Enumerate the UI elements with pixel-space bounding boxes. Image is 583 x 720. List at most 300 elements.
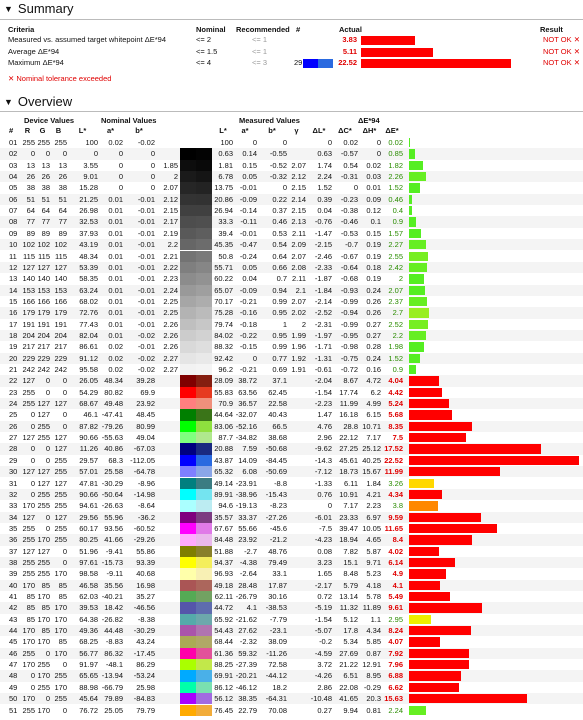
- cell-na: 55.96: [104, 512, 123, 522]
- column-header-dh: ΔH*: [362, 126, 377, 135]
- cell-g: 255: [37, 557, 50, 567]
- measured-color-swatch: [196, 512, 212, 523]
- cell-de: 7.5: [392, 433, 403, 443]
- cell-ml: 55.83: [214, 387, 233, 397]
- cell-mg: 1.99: [291, 330, 306, 340]
- delta-e-bar: [409, 501, 438, 510]
- cell-b: 102: [54, 240, 67, 250]
- summary-actual-bar: [361, 59, 511, 68]
- group-header-nominal: Nominal Values: [101, 116, 157, 125]
- nominal-color-swatch: [180, 171, 196, 182]
- cell-de: 9.61: [388, 603, 403, 613]
- cell-de: 11.99: [384, 467, 403, 477]
- cell-nl: 65.65: [79, 671, 98, 681]
- cell-dl: -5.19: [314, 603, 332, 613]
- cell-g: 89: [41, 228, 50, 238]
- cell-b: 166: [54, 296, 67, 306]
- cell-na: 0.01: [108, 319, 123, 329]
- cell-dh: 0.87: [366, 648, 381, 658]
- cell-dc: 5.12: [343, 614, 358, 624]
- cell-nb: 0: [150, 172, 155, 182]
- cell-dc: -0.98: [340, 342, 358, 352]
- cell-n: 22: [9, 376, 18, 386]
- cell-dl: 2.86: [317, 682, 332, 692]
- cell-dc: -0.57: [340, 149, 358, 159]
- cell-ml: 67.67: [214, 523, 233, 533]
- cell-dl: -1.33: [314, 478, 332, 488]
- cell-dl: 1.65: [317, 569, 332, 579]
- delta-e-bar: [409, 592, 450, 601]
- cell-ml: 54.43: [214, 626, 233, 636]
- cell-dc: 41.65: [339, 694, 358, 704]
- cell-r: 102: [22, 240, 35, 250]
- cell-de: 1.57: [388, 228, 403, 238]
- measured-color-swatch: [196, 478, 212, 489]
- cell-dl: -0.76: [314, 217, 332, 227]
- cell-dc: 15.1: [343, 557, 358, 567]
- delta-e-bar: [409, 286, 425, 295]
- cell-dl: -9.62: [314, 444, 332, 454]
- cell-g: 0: [45, 455, 50, 465]
- cell-dl: -5.07: [314, 626, 332, 636]
- cell-dc: -0.38: [340, 206, 358, 216]
- cell-dc: 22.12: [339, 433, 358, 443]
- cell-mg: 2.09: [291, 240, 306, 250]
- cell-dh: 5.23: [366, 569, 381, 579]
- cell-n: 10: [9, 240, 18, 250]
- cell-b: 127: [54, 433, 67, 443]
- cell-de: 5.49: [388, 592, 403, 601]
- cell-de: 0.46: [388, 194, 403, 204]
- cell-ng: 2.17: [163, 217, 178, 227]
- cell-dh: 11.89: [362, 603, 381, 613]
- cell-g: 191: [37, 319, 50, 329]
- cell-nb: -0.02: [137, 138, 155, 147]
- summary-header-nominal: Nominal: [196, 25, 226, 34]
- cell-r: 255: [22, 569, 35, 579]
- cell-ma: 0.05: [242, 262, 257, 272]
- cell-nl: 82.04: [79, 330, 98, 340]
- cell-ml: 1.81: [218, 160, 233, 170]
- delta-e-bar: [409, 694, 527, 703]
- cell-b: 170: [54, 626, 67, 636]
- cell-mb: 37.1: [272, 376, 287, 386]
- cell-de: 6.88: [388, 671, 403, 681]
- cell-dh: 10.71: [362, 421, 381, 431]
- cell-mb: 0.64: [272, 251, 287, 261]
- summary-result-label: NOT OK ✕: [543, 35, 580, 44]
- delta-e-bar: [409, 626, 471, 635]
- cell-de: 4.34: [388, 489, 403, 499]
- measured-color-swatch: [196, 455, 212, 466]
- cell-b: 64: [58, 206, 67, 216]
- cell-r: 0: [30, 671, 35, 681]
- cell-mb: 0.54: [272, 240, 287, 250]
- measured-color-swatch: [196, 409, 212, 420]
- cell-nl: 29.57: [79, 455, 98, 465]
- cell-ml: 76.45: [214, 705, 233, 715]
- cell-dh: 10.05: [362, 523, 381, 533]
- delta-e-bar: [409, 581, 440, 590]
- cell-ml: 50.8: [218, 251, 233, 261]
- cell-r: 217: [22, 342, 35, 352]
- measured-color-swatch: [196, 580, 212, 591]
- cell-nb: -0.01: [137, 285, 155, 295]
- delta-e-bar: [409, 524, 497, 533]
- cell-dh: 4.72: [366, 376, 381, 386]
- cell-nl: 56.77: [79, 648, 98, 658]
- cell-dl: -1.54: [314, 387, 332, 397]
- cell-na: 48.34: [104, 376, 123, 386]
- cell-n: 46: [9, 648, 18, 658]
- summary-actual-bar: [361, 48, 433, 57]
- cell-ma: -0.15: [239, 342, 257, 352]
- cell-g: 204: [37, 330, 50, 340]
- cell-de: 5.24: [388, 399, 403, 409]
- cell-ma: -19.13: [235, 501, 257, 511]
- cell-nl: 49.36: [79, 626, 98, 636]
- cell-ml: 20.88: [214, 444, 233, 454]
- cell-nb: -0.01: [137, 251, 155, 261]
- cell-nb: -0.02: [137, 353, 155, 363]
- cell-nb: 55.86: [136, 546, 155, 556]
- cell-dh: 4.21: [366, 489, 381, 499]
- nominal-color-swatch: [180, 251, 196, 262]
- cell-dc: -0.72: [340, 365, 358, 374]
- cell-ng: 2.12: [163, 194, 178, 204]
- cell-mb: 0: [282, 138, 287, 147]
- cell-dc: -0.46: [340, 217, 358, 227]
- cell-ml: 96.93: [214, 569, 233, 579]
- cell-ml: 56.12: [214, 694, 233, 704]
- measured-color-swatch: [196, 228, 212, 239]
- measured-color-swatch: [196, 614, 212, 625]
- cell-nb: -14.98: [133, 489, 155, 499]
- cell-dh: 5.78: [366, 592, 381, 601]
- cell-de: 1.52: [388, 353, 403, 363]
- cell-de: 6.62: [388, 682, 403, 692]
- group-header-delta: ΔE*94: [358, 116, 380, 125]
- cell-nb: -0.02: [137, 330, 155, 340]
- cell-dl: 1.47: [317, 410, 332, 420]
- cell-na: 0.01: [108, 274, 123, 284]
- nominal-color-swatch: [180, 489, 196, 500]
- cell-dc: 8.48: [343, 569, 358, 579]
- cell-b: 229: [54, 353, 67, 363]
- measured-color-swatch: [196, 557, 212, 568]
- cell-n: 47: [9, 660, 18, 670]
- cell-dl: -2.17: [314, 580, 332, 590]
- delta-e-bar: [409, 649, 469, 658]
- cell-dc: -0.68: [340, 274, 358, 284]
- cell-ml: 89.91: [214, 489, 233, 499]
- measured-color-swatch: [196, 387, 212, 398]
- cell-ma: 6.08: [242, 467, 257, 477]
- cell-dc: -0.75: [340, 353, 358, 363]
- cell-b: 255: [54, 671, 67, 681]
- cell-b: 0: [62, 149, 67, 159]
- cell-ng: 2.27: [163, 365, 178, 374]
- cell-mg: 1.91: [291, 365, 306, 374]
- measured-color-swatch: [196, 319, 212, 330]
- cell-ml: 70.9: [218, 399, 233, 409]
- cell-dl: 0.39: [317, 194, 332, 204]
- cell-r: 229: [22, 353, 35, 363]
- cell-b: 170: [54, 682, 67, 692]
- column-header-de: ΔE*: [385, 126, 399, 135]
- cell-nl: 100: [85, 138, 98, 147]
- measured-color-swatch: [196, 705, 212, 716]
- cell-nb: -0.01: [137, 194, 155, 204]
- cell-dh: 0.16: [366, 365, 381, 374]
- cell-mb: -8.23: [269, 501, 287, 511]
- delta-e-bar: [409, 456, 579, 465]
- cell-mg: 2.15: [291, 183, 306, 193]
- delta-e-bar: [409, 683, 459, 692]
- cell-n: 30: [9, 467, 18, 477]
- cell-dl: 0.04: [317, 206, 332, 216]
- cell-n: 38: [9, 557, 18, 567]
- cell-de: 7.92: [388, 648, 403, 658]
- measured-color-swatch: [196, 364, 212, 375]
- cell-r: 127: [22, 467, 35, 477]
- summary-recommended-value: <= 1: [252, 46, 268, 56]
- cell-nl: 77.43: [79, 319, 98, 329]
- cell-mb: -50.68: [265, 444, 287, 454]
- nominal-color-swatch: [180, 693, 196, 704]
- cell-dc: 27.25: [339, 444, 358, 454]
- cell-nb: 93.39: [136, 557, 155, 567]
- cell-dh: 6.97: [366, 512, 381, 522]
- summary-section-header[interactable]: [4, 1, 74, 16]
- cell-r: 170: [22, 580, 35, 590]
- cell-nl: 26.98: [79, 206, 98, 216]
- cell-de: 8.4: [392, 535, 403, 545]
- cell-dc: -0.31: [340, 172, 358, 182]
- measured-color-swatch: [196, 466, 212, 477]
- cell-mb: -23.1: [269, 626, 287, 636]
- cell-dc: 10.91: [339, 489, 358, 499]
- cell-mb: 0.7: [276, 274, 287, 284]
- cell-dc: 17.8: [343, 626, 358, 636]
- measured-color-swatch: [196, 330, 212, 341]
- cell-nb: -0.01: [137, 319, 155, 329]
- delta-e-bar: [409, 263, 427, 272]
- cell-n: 26: [9, 421, 18, 431]
- cell-dc: 8.67: [343, 376, 358, 386]
- delta-e-bar: [409, 365, 416, 374]
- cell-b: 85: [58, 580, 67, 590]
- cell-nl: 97.61: [79, 557, 98, 567]
- nominal-color-swatch: [180, 466, 196, 477]
- cell-dc: 11.99: [339, 399, 358, 409]
- cell-dh: 4.34: [366, 626, 381, 636]
- cell-b: 255: [54, 694, 67, 704]
- cell-de: 3.26: [388, 478, 403, 488]
- cell-mb: 0.66: [272, 262, 287, 272]
- cell-dh: 0.19: [366, 240, 381, 250]
- cell-mb: 0.77: [272, 353, 287, 363]
- cell-dc: 21.22: [339, 660, 358, 670]
- cell-ng: 2.25: [163, 308, 178, 318]
- cell-nl: 9.01: [83, 172, 98, 182]
- nominal-color-swatch: [180, 262, 196, 273]
- cell-nb: 0: [150, 183, 155, 193]
- overview-section-header[interactable]: [4, 94, 72, 109]
- delta-e-bar: [409, 149, 415, 158]
- delta-e-bar: [409, 433, 466, 442]
- cell-r: 255: [22, 705, 35, 715]
- column-header-nl: L*: [78, 126, 87, 135]
- cell-b: 85: [58, 637, 67, 647]
- cell-ma: 38.72: [238, 376, 257, 386]
- cell-mb: -15.43: [265, 489, 287, 499]
- cell-dc: 23.33: [339, 512, 358, 522]
- cell-nl: 95.58: [79, 365, 98, 374]
- cell-mg: 2: [301, 319, 306, 329]
- cell-de: 4.04: [388, 376, 403, 386]
- cell-ma: 59.32: [238, 648, 257, 658]
- cell-nl: 94.61: [79, 501, 98, 511]
- summary-patch-number: 29: [294, 58, 303, 67]
- cell-g: 229: [37, 353, 50, 363]
- cell-nl: 39.53: [79, 603, 98, 613]
- cell-ml: 83.06: [214, 421, 233, 431]
- cell-nb: 43.24: [136, 637, 155, 647]
- measured-color-swatch: [196, 693, 212, 704]
- cell-ml: 84.48: [214, 535, 233, 545]
- cell-ma: -2.64: [239, 569, 257, 579]
- cell-ma: -0.01: [239, 183, 257, 193]
- cell-na: 0.01: [108, 228, 123, 238]
- cell-nb: -60.52: [133, 523, 155, 533]
- cell-dh: 0.1: [370, 217, 381, 227]
- cell-mg: 1.92: [291, 353, 306, 363]
- cell-dl: -4.59: [314, 648, 332, 658]
- cell-na: 0: [118, 149, 123, 159]
- delta-e-bar: [409, 195, 412, 204]
- cell-de: 9.59: [388, 512, 403, 522]
- cell-nl: 90.66: [79, 433, 98, 443]
- nominal-color-swatch: [180, 330, 196, 341]
- cell-ma: 4.1: [246, 603, 257, 613]
- cell-dc: -0.53: [340, 228, 358, 238]
- cell-b: 170: [54, 648, 67, 658]
- cell-dh: 25.12: [362, 444, 381, 454]
- measured-color-swatch: [196, 216, 212, 227]
- nominal-color-swatch: [180, 375, 196, 386]
- cell-mb: 70.08: [268, 705, 287, 715]
- cell-b: 127: [54, 399, 67, 409]
- cell-nl: 87.82: [79, 421, 98, 431]
- cell-na: 86.32: [104, 648, 123, 658]
- cell-ml: 33.3: [218, 217, 233, 227]
- cell-dc: 18.73: [339, 467, 358, 477]
- delta-e-bar: [409, 240, 426, 249]
- cell-na: 40.86: [104, 444, 123, 454]
- nominal-color-swatch: [180, 546, 196, 557]
- cell-b: 179: [54, 308, 67, 318]
- cell-ma: -0.09: [239, 194, 257, 204]
- cell-g: 127: [37, 399, 50, 409]
- cell-b: 85: [58, 592, 67, 601]
- cell-b: 0: [62, 376, 67, 386]
- delta-e-bar: [409, 138, 410, 147]
- cell-mb: -0.55: [269, 149, 287, 159]
- cell-nl: 43.19: [79, 240, 98, 250]
- cell-b: 89: [58, 228, 67, 238]
- cell-de: 1.52: [388, 183, 403, 193]
- cell-r: 255: [22, 523, 35, 533]
- cell-ng: 2.22: [163, 262, 178, 272]
- cell-dl: 1.74: [317, 160, 332, 170]
- delta-e-bar: [409, 513, 481, 522]
- measured-color-swatch: [196, 353, 212, 364]
- cell-b: 51: [58, 194, 67, 204]
- cell-dh: 0: [376, 138, 381, 147]
- cell-na: 0: [118, 183, 123, 193]
- cell-na: 0.01: [108, 330, 123, 340]
- cell-ma: 7.59: [242, 444, 257, 454]
- cell-na: 79.89: [104, 694, 123, 704]
- cell-mb: -38.53: [265, 603, 287, 613]
- cell-mb: 1: [282, 319, 287, 329]
- measured-color-swatch: [196, 194, 212, 205]
- cell-dl: 0: [327, 501, 332, 511]
- cell-ng: 2: [173, 172, 178, 182]
- cell-b: 0: [62, 705, 67, 715]
- cell-dh: 0.09: [366, 194, 381, 204]
- cell-n: 50: [9, 694, 18, 704]
- summary-header-actual: Actual: [339, 25, 362, 34]
- cell-ml: 68.44: [214, 637, 233, 647]
- cell-ml: 70.17: [214, 296, 233, 306]
- cell-de: 6.14: [388, 557, 403, 567]
- cell-na: 0: [118, 172, 123, 182]
- cell-mb: -64.31: [265, 694, 287, 704]
- cell-mg: 2.02: [291, 308, 306, 318]
- cell-nb: 35.27: [136, 592, 155, 601]
- cell-dl: 2.96: [317, 433, 332, 443]
- cell-mg: 2.12: [291, 172, 306, 182]
- cell-na: 0.01: [108, 262, 123, 272]
- cell-g: 170: [37, 705, 50, 715]
- cell-g: 0: [45, 523, 50, 533]
- cell-nl: 29.56: [79, 512, 98, 522]
- cell-dc: 7.82: [343, 546, 358, 556]
- cell-de: 2: [398, 274, 403, 284]
- measured-color-swatch: [196, 137, 212, 148]
- column-header-mg: γ: [294, 126, 299, 135]
- summary-actual-bar: [361, 36, 415, 45]
- cell-mb: 0: [282, 183, 287, 193]
- cell-de: 0.4: [392, 206, 403, 216]
- cell-n: 16: [9, 308, 18, 318]
- cell-ma: -27.39: [235, 660, 257, 670]
- summary-nominal-value: <= 4: [196, 58, 212, 67]
- nominal-color-swatch: [180, 148, 196, 159]
- delta-e-bar: [409, 399, 449, 408]
- nominal-color-swatch: [180, 512, 196, 523]
- cell-r: 85: [26, 614, 35, 624]
- measured-color-swatch: [196, 443, 212, 454]
- cell-b: 204: [54, 330, 67, 340]
- cell-mg: 2.11: [291, 274, 306, 284]
- cell-ma: -23.91: [235, 478, 257, 488]
- cell-dl: -2.46: [314, 251, 332, 261]
- cell-ma: 0: [252, 353, 257, 363]
- cell-ma: 0.14: [242, 149, 257, 159]
